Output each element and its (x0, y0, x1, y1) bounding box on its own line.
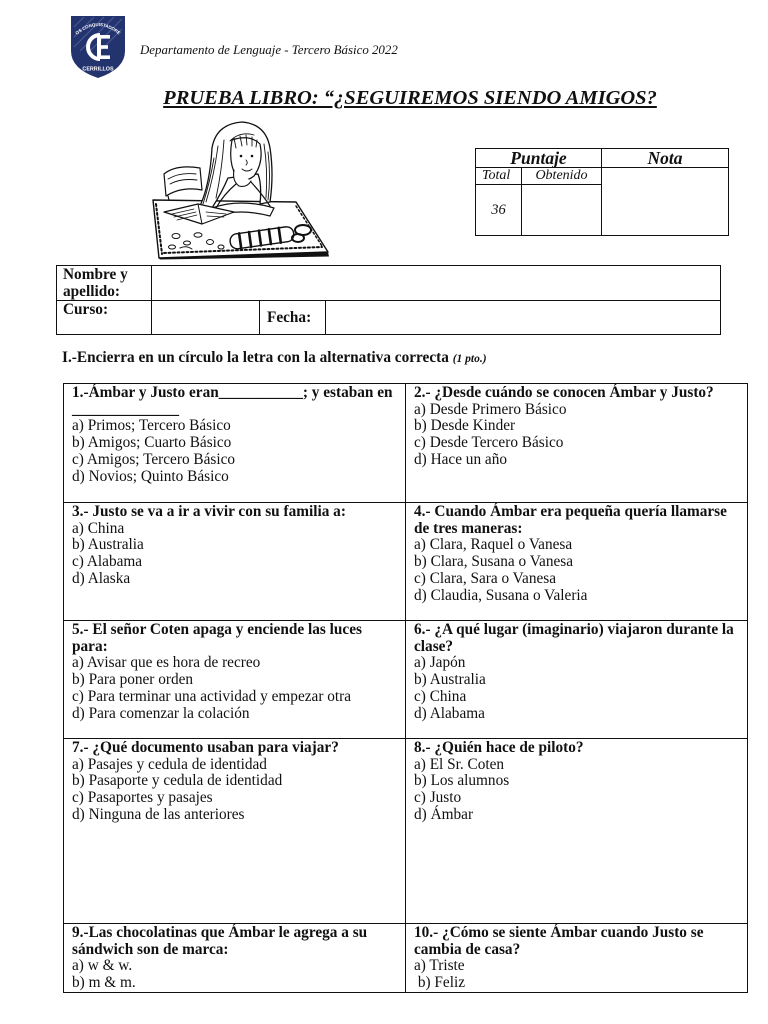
girl-reading-illustration (150, 118, 332, 260)
answer-option-c: c) Clara, Sara o Vanesa (414, 569, 557, 587)
answer-option-b: b) m & m. (72, 974, 136, 992)
answer-option-a: a) Pasajes y cedula de identidad (72, 755, 267, 773)
logo-bottom-text: CERRILLOS (82, 66, 114, 73)
answer-option-b: b) Los alumnos (414, 772, 510, 790)
answer-option-d: d) Ámbar (414, 805, 474, 823)
puntaje-header: Puntaje (476, 149, 602, 168)
answer-option-c: c) Amigos; Tercero Básico (72, 450, 236, 468)
student-info-table (56, 265, 721, 335)
question-prompt: 2.- ¿Desde cuándo se conocen Ámbar y Justo? (414, 384, 714, 401)
answer-option-a: a) Japón (414, 654, 466, 672)
answer-option-d: d) Hace un año (414, 450, 508, 468)
answer-option-b: b) Para poner orden (72, 671, 194, 689)
question-6 (406, 621, 748, 739)
answer-option-d: d) Ninguna de las anteriores (72, 805, 245, 823)
course-field (152, 301, 260, 335)
total-label: Total (476, 168, 522, 185)
question-prompt: 6.- ¿A qué lugar (imaginario) viajaron durante la clase? (414, 621, 738, 655)
answer-option-c: c) Pasaportes y pasajes (72, 789, 213, 807)
nota-header: Nota (602, 149, 729, 168)
answer-option-b: b) Clara, Susana o Vanesa (414, 553, 574, 571)
question-4 (406, 503, 748, 621)
question-9 (64, 924, 406, 993)
answer-option-d: d) Para comenzar la colación (72, 704, 250, 722)
question-prompt: 10.- ¿Cómo se siente Ámbar cuando Justo se cambia de casa? (414, 924, 708, 958)
answer-option-d: d) Claudia, Susana o Valeria (414, 586, 588, 604)
course-label: Curso: (57, 301, 152, 335)
answer-option-a: a) w & w. (72, 957, 133, 975)
answer-option-a: a) El Sr. Coten (414, 755, 505, 773)
question-prompt: 3.- Justo se va a ir a vivir con su familia a: (72, 503, 346, 520)
answer-option-c: c) China (414, 687, 467, 705)
answer-option-a: a) Triste (414, 957, 465, 975)
answer-option-a: a) Avisar que es hora de recreo (72, 654, 261, 672)
questions-grid (63, 383, 748, 993)
question-5 (64, 621, 406, 739)
name-field (152, 266, 721, 301)
answer-option-a: a) China (72, 519, 125, 537)
question-10 (406, 924, 748, 993)
section-heading (62, 349, 487, 368)
chair-drawing (164, 167, 202, 204)
answer-option-d: d) Novios; Quinto Básico (72, 467, 229, 485)
obtenido-cell (522, 185, 602, 236)
question-8 (406, 739, 748, 924)
obtenido-label: Obtenido (522, 168, 602, 185)
answer-option-c: c) Desde Tercero Básico (414, 434, 564, 452)
answer-option-b: b) Desde Kinder (414, 417, 516, 435)
question-prompt: 7.- ¿Qué documento usaban para viajar? (72, 739, 339, 756)
total-value: 36 (476, 185, 522, 236)
question-prompt: 9.-Las chocolatinas que Ámbar le agrega a su sándwich son de marca: (72, 924, 372, 958)
section-instruction: I.-Encierra en un círculo la letra con la alternativa correcta (62, 349, 449, 366)
answer-option-c: c) Alabama (72, 553, 143, 571)
answer-option-b: b) Australia (414, 671, 486, 689)
question-prompt: 4.- Cuando Ámbar era pequeña quería llamarse de tres maneras: (414, 503, 731, 537)
logo-top-text: OS CONQUISTADORE (74, 21, 122, 36)
answer-option-b: b) Australia (72, 536, 144, 554)
points-note: (1 pto.) (452, 353, 487, 365)
question-2 (406, 384, 748, 503)
answer-option-a: a) Primos; Tercero Básico (72, 417, 231, 435)
question-3 (64, 503, 406, 621)
school-logo (70, 15, 126, 79)
department-header: Departamento de Lenguaje - Tercero Básico 2022 (140, 43, 398, 57)
score-table (475, 148, 729, 236)
answer-option-d: d) Alaska (72, 569, 131, 587)
question-prompt: 5.- El señor Coten apaga y enciende las luces para: (72, 621, 366, 655)
question-1 (64, 384, 406, 503)
date-field (326, 301, 721, 335)
answer-option-b: b) Amigos; Cuarto Básico (72, 434, 232, 452)
answer-option-a: a) Desde Primero Básico (414, 400, 567, 418)
nota-cell (602, 168, 729, 236)
test-title: PRUEBA LIBRO: “¿SEGUIREMOS SIENDO AMIGOS? (163, 87, 657, 109)
answer-option-d: d) Alabama (414, 704, 485, 722)
answer-option-b: b) Pasaporte y cedula de identidad (72, 772, 283, 790)
question-prompt: 1.-Ámbar y Justo eran___________; y estaban en ______________ (72, 384, 397, 418)
answer-option-b: b) Feliz (414, 974, 465, 992)
date-label: Fecha: (260, 301, 326, 335)
answer-option-a: a) Clara, Raquel o Vanesa (414, 536, 573, 554)
answer-option-c: c) Para terminar una actividad y empezar otra (72, 687, 352, 705)
question-7 (64, 739, 406, 924)
name-label: Nombre y apellido: (57, 266, 152, 301)
question-prompt: 8.- ¿Quién hace de piloto? (414, 739, 584, 756)
answer-option-c: c) Justo (414, 789, 462, 807)
